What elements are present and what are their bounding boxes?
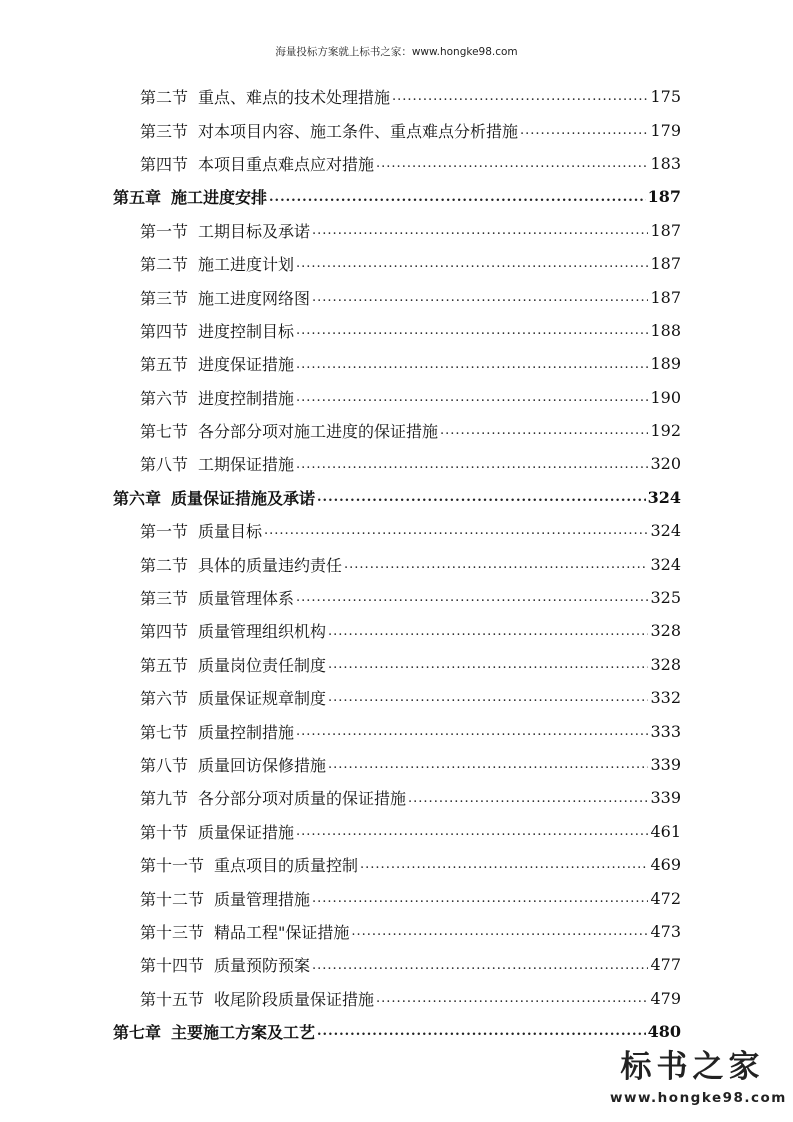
toc-entry-page: 479 xyxy=(650,988,681,1008)
toc-section-row[interactable] xyxy=(113,414,681,447)
toc-entry-title: 精品工程"保证措施 xyxy=(214,922,350,942)
toc-leader-dots xyxy=(376,991,648,1015)
toc-leader-dots xyxy=(520,123,648,147)
toc-entry-number: 第十二节 xyxy=(140,889,205,909)
toc-entry-title: 进度保证措施 xyxy=(198,355,295,375)
toc-entry-title: 质量回访保修措施 xyxy=(198,756,327,775)
toc-section-row[interactable] xyxy=(113,915,681,948)
toc-entry-number: 第八节 xyxy=(140,756,189,775)
toc-leader-dots xyxy=(296,457,648,481)
toc-entry-title: 施工进度安排 xyxy=(171,188,268,208)
toc-section-row[interactable] xyxy=(113,147,681,180)
toc-entry-number: 第十节 xyxy=(140,822,189,842)
toc-section-row[interactable] xyxy=(113,881,681,914)
toc-section-row[interactable] xyxy=(113,681,681,714)
logo-url: www.hongke98.com xyxy=(610,1090,787,1106)
toc-entry-page: 324 xyxy=(647,487,681,507)
toc-entry-page: 188 xyxy=(650,320,681,340)
toc-entry-title: 主要施工方案及工艺 xyxy=(171,1023,316,1043)
toc-section-row[interactable] xyxy=(113,347,681,380)
toc-entry-number: 第六节 xyxy=(140,388,189,408)
toc-section-row[interactable] xyxy=(113,982,681,1015)
table-of-contents xyxy=(113,80,681,1048)
toc-section-row[interactable] xyxy=(113,113,681,146)
toc-entry-number: 第九节 xyxy=(140,789,189,809)
page-header: 海量投标方案就上标书之家：www.hongke98.com xyxy=(275,46,518,58)
toc-entry-title: 质量目标 xyxy=(198,522,263,542)
toc-leader-dots xyxy=(296,323,648,347)
toc-entry-page: 324 xyxy=(650,554,681,574)
toc-section-row[interactable] xyxy=(113,214,681,247)
toc-section-row[interactable] xyxy=(113,447,681,480)
toc-leader-dots xyxy=(312,223,648,247)
toc-leader-dots xyxy=(312,958,648,982)
toc-entry-title: 各分部分项对施工进度的保证措施 xyxy=(198,422,439,442)
toc-entry-page: 187 xyxy=(647,187,681,207)
toc-leader-dots xyxy=(296,824,648,848)
toc-leader-dots xyxy=(328,624,648,648)
toc-entry-title: 具体的质量违约责任 xyxy=(198,555,343,575)
toc-entry-number: 第六节 xyxy=(140,689,189,709)
toc-section-row[interactable] xyxy=(113,614,681,647)
toc-entry-title: 工期保证措施 xyxy=(198,455,295,475)
toc-entry-page: 339 xyxy=(650,755,681,774)
toc-entry-number: 第三节 xyxy=(140,589,189,609)
toc-entry-page: 183 xyxy=(650,153,681,173)
toc-leader-dots xyxy=(344,557,648,581)
toc-leader-dots xyxy=(264,523,648,547)
toc-leader-dots xyxy=(312,891,648,915)
toc-entry-page: 473 xyxy=(650,921,681,941)
toc-entry-title: 质量管理体系 xyxy=(198,589,295,609)
toc-leader-dots xyxy=(376,156,648,180)
toc-leader-dots xyxy=(328,690,648,714)
toc-leader-dots xyxy=(312,290,648,314)
toc-entry-title: 工期目标及承诺 xyxy=(198,221,311,241)
toc-entry-page: 190 xyxy=(650,387,681,407)
toc-section-row[interactable] xyxy=(113,514,681,547)
toc-entry-page: 328 xyxy=(650,654,681,674)
toc-entry-number: 第十一节 xyxy=(140,856,205,876)
toc-section-row[interactable] xyxy=(113,748,681,781)
toc-chapter-row[interactable] xyxy=(113,1015,681,1048)
toc-entry-title: 各分部分项对质量的保证措施 xyxy=(198,789,407,809)
toc-entry-title: 进度控制措施 xyxy=(198,388,295,408)
toc-leader-dots xyxy=(328,657,648,681)
toc-entry-title: 进度控制目标 xyxy=(198,321,295,341)
toc-entry-number: 第五节 xyxy=(140,355,189,375)
toc-entry-number: 第十四节 xyxy=(140,956,205,976)
logo xyxy=(610,1041,787,1106)
toc-entry-page: 461 xyxy=(650,821,681,841)
toc-section-row[interactable] xyxy=(113,714,681,747)
toc-entry-page: 333 xyxy=(650,721,681,741)
toc-leader-dots xyxy=(296,390,648,414)
toc-entry-title: 施工进度计划 xyxy=(198,255,295,275)
toc-entry-number: 第四节 xyxy=(140,321,189,341)
toc-entry-page: 175 xyxy=(650,87,681,107)
toc-leader-dots xyxy=(360,857,648,881)
toc-entry-number: 第四节 xyxy=(140,622,189,642)
toc-entry-number: 第五章 xyxy=(113,188,162,208)
toc-leader-dots xyxy=(296,590,648,614)
toc-entry-number: 第三节 xyxy=(140,288,189,308)
toc-entry-page: 187 xyxy=(650,287,681,307)
toc-section-row[interactable] xyxy=(113,848,681,881)
toc-entry-page: 339 xyxy=(650,788,681,808)
toc-entry-page: 469 xyxy=(650,855,681,875)
toc-leader-dots xyxy=(296,256,648,280)
toc-leader-dots xyxy=(296,357,648,381)
toc-entry-title: 重点项目的质量控制 xyxy=(214,856,359,876)
toc-entry-page: 320 xyxy=(650,454,681,474)
toc-leader-dots xyxy=(317,490,646,514)
toc-section-row[interactable] xyxy=(113,581,681,614)
toc-entry-number: 第二节 xyxy=(140,255,189,275)
toc-section-row[interactable] xyxy=(113,314,681,347)
toc-entry-title: 质量管理组织机构 xyxy=(198,622,327,642)
toc-entry-page: 332 xyxy=(650,688,681,708)
toc-entry-page: 472 xyxy=(650,888,681,908)
toc-entry-page: 328 xyxy=(650,621,681,641)
toc-leader-dots xyxy=(392,89,648,113)
toc-entry-number: 第六章 xyxy=(113,488,162,508)
toc-entry-page: 189 xyxy=(650,354,681,374)
toc-entry-number: 第七节 xyxy=(140,422,189,442)
toc-leader-dots xyxy=(269,190,646,214)
toc-entry-title: 重点、难点的技术处理措施 xyxy=(198,88,391,108)
toc-entry-number: 第一节 xyxy=(140,522,189,542)
toc-leader-dots xyxy=(328,757,648,781)
toc-entry-title: 质量保证措施 xyxy=(198,822,295,842)
toc-entry-number: 第七章 xyxy=(113,1023,162,1043)
toc-entry-title: 质量预防预案 xyxy=(214,956,311,976)
toc-entry-page: 192 xyxy=(650,421,681,441)
toc-entry-title: 质量控制措施 xyxy=(198,722,295,742)
toc-entry-title: 质量保证规章制度 xyxy=(198,689,327,709)
toc-entry-number: 第八节 xyxy=(140,455,189,475)
toc-entry-number: 第一节 xyxy=(140,221,189,241)
toc-entry-number: 第二节 xyxy=(140,555,189,575)
toc-chapter-row[interactable] xyxy=(113,481,681,514)
toc-entry-title: 质量管理措施 xyxy=(214,889,311,909)
toc-entry-number: 第十五节 xyxy=(140,989,205,1009)
toc-section-row[interactable] xyxy=(113,648,681,681)
toc-entry-number: 第三节 xyxy=(140,121,189,141)
toc-entry-number: 第十三节 xyxy=(140,922,205,942)
toc-section-row[interactable] xyxy=(113,80,681,113)
toc-entry-page: 477 xyxy=(650,955,681,975)
toc-leader-dots xyxy=(408,791,648,815)
toc-entry-page: 187 xyxy=(650,220,681,240)
toc-section-row[interactable] xyxy=(113,815,681,848)
toc-entry-page: 179 xyxy=(650,120,681,140)
toc-entry-number: 第二节 xyxy=(140,88,189,108)
toc-entry-title: 对本项目内容、施工条件、重点难点分析措施 xyxy=(198,121,519,141)
toc-section-row[interactable] xyxy=(113,781,681,814)
toc-entry-number: 第五节 xyxy=(140,655,189,675)
toc-entry-number: 第四节 xyxy=(140,154,189,174)
toc-leader-dots xyxy=(317,1024,646,1048)
toc-leader-dots xyxy=(351,924,648,948)
toc-section-row[interactable] xyxy=(113,381,681,414)
toc-chapter-row[interactable] xyxy=(113,180,681,213)
toc-leader-dots xyxy=(440,423,648,447)
toc-entry-page: 480 xyxy=(647,1022,681,1042)
logo-text: 标书之家 xyxy=(620,1049,765,1085)
toc-entry-page: 187 xyxy=(650,254,681,274)
toc-leader-dots xyxy=(296,724,648,748)
toc-entry-title: 本项目重点难点应对措施 xyxy=(198,154,375,174)
toc-section-row[interactable] xyxy=(113,547,681,580)
toc-entry-title: 质量保证措施及承诺 xyxy=(171,488,316,508)
toc-entry-title: 施工进度网络图 xyxy=(198,288,311,308)
toc-section-row[interactable] xyxy=(113,247,681,280)
toc-entry-page: 324 xyxy=(650,521,681,541)
toc-entry-page: 325 xyxy=(650,588,681,608)
toc-section-row[interactable] xyxy=(113,948,681,981)
toc-section-row[interactable] xyxy=(113,280,681,313)
toc-entry-number: 第七节 xyxy=(140,722,189,742)
toc-entry-title: 收尾阶段质量保证措施 xyxy=(214,989,375,1009)
toc-entry-title: 质量岗位责任制度 xyxy=(198,655,327,675)
